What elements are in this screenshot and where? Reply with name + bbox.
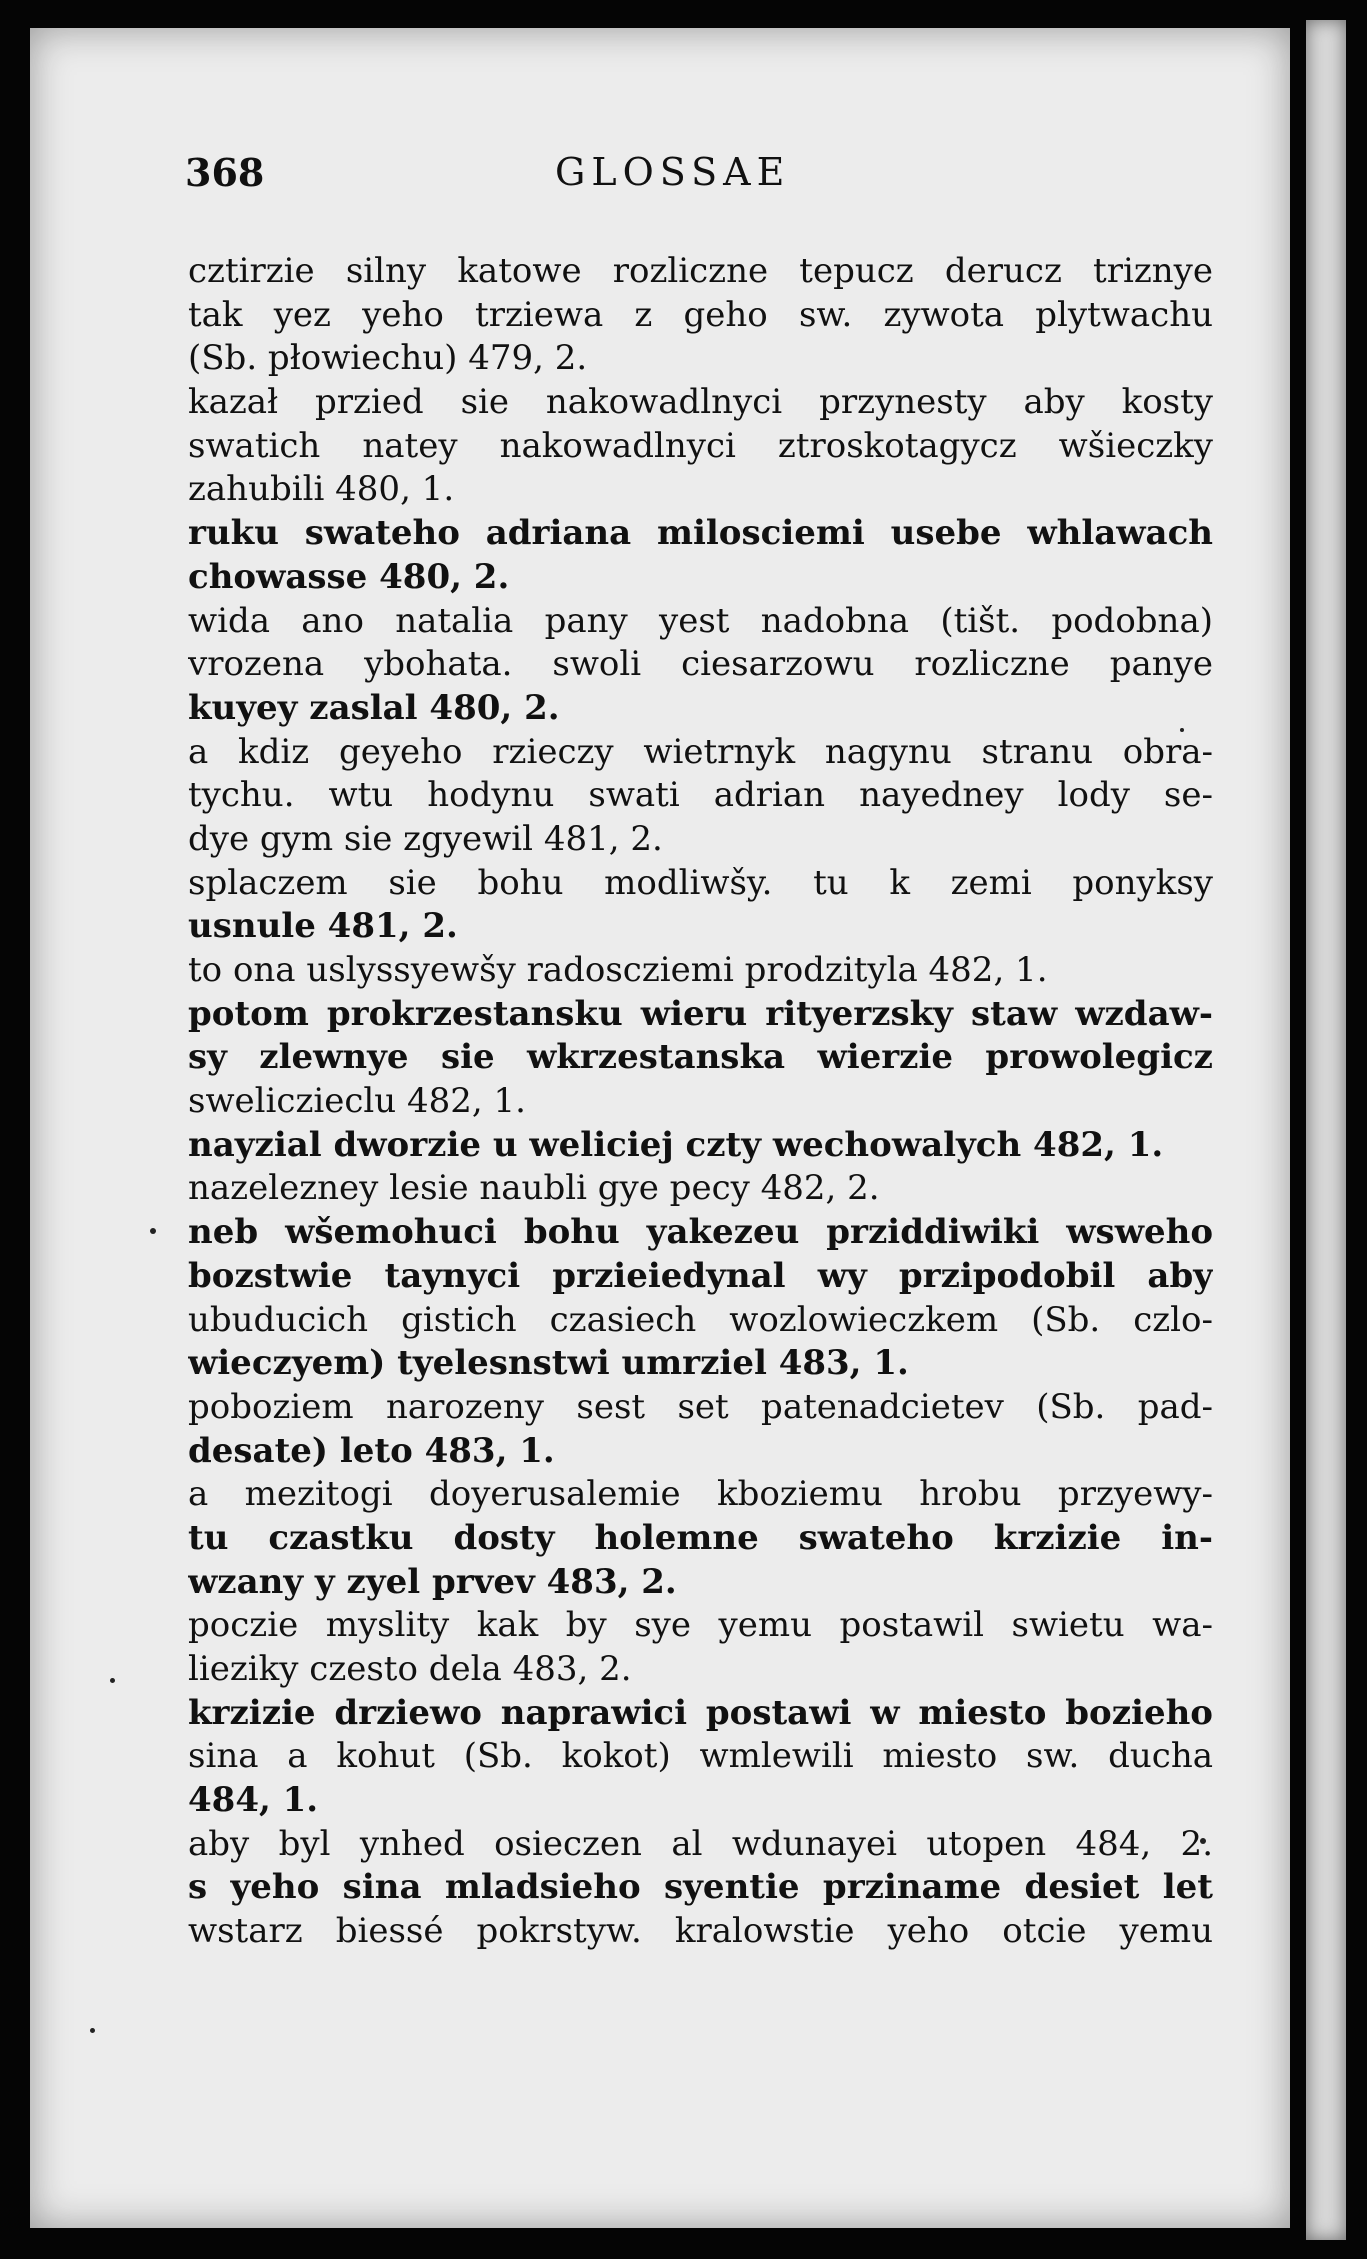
- text-line: tak yez yeho trziewa z geho sw. zywota plytwachu: [188, 294, 1213, 335]
- text-line: sy zlewnye sie wkrzestanska wierzie prowolegicz: [188, 1037, 1213, 1078]
- text-line: aby byl ynhed osieczen al wdunayei utopen 484, 2.: [188, 1823, 1213, 1864]
- text-line: swatich natey nakowadlnyci ztroskotagycz wšieczky: [188, 425, 1213, 466]
- text-line: to ona uslyssyewšy radoscziemi prodzityla 482, 1.: [188, 950, 1048, 990]
- text-line: splaczem sie bohu modliwšy. tu k zemi ponyksy: [188, 862, 1213, 903]
- text-line: usnule 481, 2.: [188, 906, 458, 947]
- text-line: tychu. wtu hodynu swati adrian nayedney lody se-: [188, 775, 1213, 816]
- text-line: wieczyem) tyelesnstwi umrziel 483, 1.: [188, 1343, 909, 1384]
- text-line: poczie myslity kak by sye yemu postawil swietu wa-: [188, 1605, 1213, 1646]
- text-line: wstarz biessé pokrstyw. kralowstie yeho otcie yemu: [188, 1911, 1213, 1952]
- text-line: potom prokrzestansku wieru rityerzsky staw wzdaw-: [188, 993, 1213, 1034]
- text-line: ubuducich gistich czasiech wozlowieczkem (Sb. czlo-: [188, 1299, 1213, 1340]
- text-line: cztirzie silny katowe rozliczne tepucz derucz triznye: [188, 251, 1213, 291]
- text-line: tu czastku dosty holemne swateho krzizie in-: [188, 1517, 1213, 1558]
- running-title: GLOSSAE: [555, 150, 791, 194]
- glossary-text: [188, 250, 1213, 1954]
- text-line: dye gym sie zgyewil 481, 2.: [188, 818, 663, 859]
- text-line: bozstwie taynyci przieiedynal wy przipodobil aby: [188, 1255, 1213, 1296]
- text-line: krzizie drziewo naprawici postawi w miesto bozieho: [188, 1692, 1213, 1733]
- text-line: poboziem narozeny sest set patenadcietev (Sb. pad-: [188, 1386, 1213, 1427]
- text-line: sweliczieclu 482, 1.: [188, 1081, 526, 1122]
- text-line: wzany y zyel prvev 483, 2.: [188, 1561, 677, 1602]
- text-line: ruku swateho adriana milosciemi usebe whlawach: [188, 513, 1213, 554]
- text-line: neb wšemohuci bohu yakezeu prziddiwiki wsweho: [188, 1212, 1213, 1253]
- text-line: wida ano natalia pany yest nadobna (tišt. podobna): [188, 600, 1213, 641]
- text-line: nazelezney lesie naubli gye pecy 482, 2.: [188, 1168, 880, 1209]
- text-line: desate) leto 483, 1.: [188, 1430, 555, 1471]
- text-line: s yeho sina mladsieho syentie prziname desiet let: [188, 1867, 1213, 1908]
- text-line: nayzial dworzie u weliciej czty wechowalych 482, 1.: [188, 1124, 1164, 1165]
- text-line: a kdiz geyeho rzieczy wietrnyk nagynu stranu obra-: [188, 731, 1213, 772]
- page-number: 368: [185, 150, 265, 195]
- text-line: vrozena ybohata. swoli ciesarzowu rozliczne panye: [188, 644, 1213, 685]
- text-line: kazał przied sie nakowadlnyci przynesty aby kosty: [188, 382, 1213, 423]
- text-line: (Sb. płowiechu) 479, 2.: [188, 338, 588, 379]
- text-line: lieziky czesto dela 483, 2.: [188, 1649, 632, 1689]
- text-line: chowasse 480, 2.: [188, 556, 510, 597]
- text-line: zahubili 480, 1.: [188, 469, 455, 510]
- text-line: kuyey zaslal 480, 2.: [188, 687, 560, 728]
- next-page-edge: [1306, 20, 1346, 2240]
- text-line: 484, 1.: [188, 1780, 319, 1821]
- text-line: a mezitogi doyerusalemie kboziemu hrobu przyewy-: [188, 1474, 1213, 1515]
- text-line: sina a kohut (Sb. kokot) wmlewili miesto sw. ducha: [188, 1736, 1213, 1777]
- page-header: [185, 150, 1225, 210]
